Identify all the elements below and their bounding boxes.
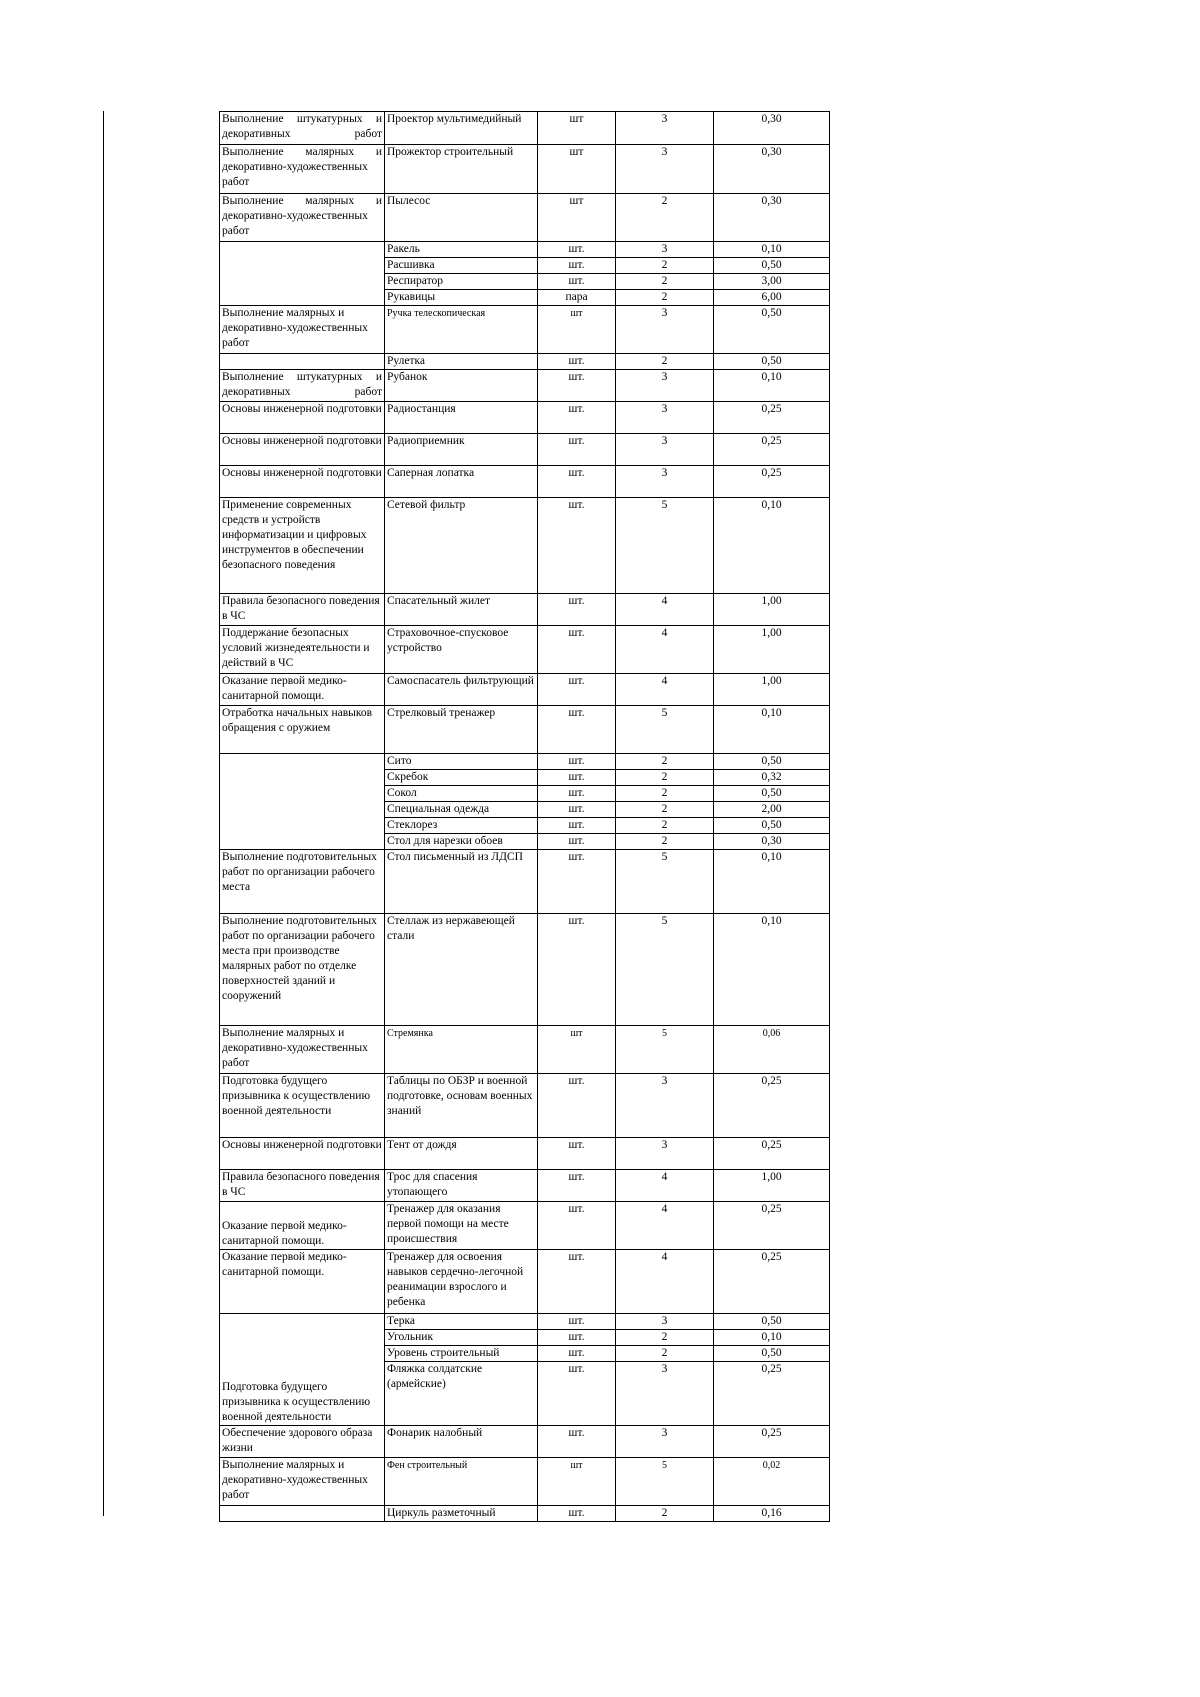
count-cell: 3 [616, 145, 714, 194]
norm-cell: 0,50 [714, 258, 830, 274]
section-cell: Правила безопасного поведения в ЧС [220, 594, 385, 626]
unit-cell: шт. [538, 802, 616, 818]
norm-cell: 0,30 [714, 145, 830, 194]
item-cell: Рулетка [385, 354, 538, 370]
count-cell: 2 [616, 274, 714, 290]
table-row [220, 706, 830, 754]
unit-cell: шт. [538, 498, 616, 594]
item-cell: Рукавицы [385, 290, 538, 306]
count-cell: 2 [616, 770, 714, 786]
item-cell: Стеклорез [385, 818, 538, 834]
norm-cell: 0,10 [714, 498, 830, 594]
count-cell: 2 [616, 194, 714, 242]
unit-cell: шт. [538, 770, 616, 786]
item-cell: Радиостанция [385, 402, 538, 434]
item-cell: Уровень строительный [385, 1346, 538, 1362]
section-cell: Выполнение штукатурных и декоративных работ [220, 112, 385, 145]
norm-cell: 0,32 [714, 770, 830, 786]
count-cell: 4 [616, 1250, 714, 1314]
count-cell: 3 [616, 1314, 714, 1330]
norm-cell: 2,00 [714, 802, 830, 818]
norm-cell: 0,25 [714, 402, 830, 434]
count-cell: 2 [616, 1506, 714, 1522]
item-cell: Радиоприемник [385, 434, 538, 466]
item-cell: Фонарик налобный [385, 1426, 538, 1458]
item-cell: Прожектор строительный [385, 145, 538, 194]
item-cell: Ракель [385, 242, 538, 258]
table-row [220, 242, 830, 258]
table-row [220, 194, 830, 242]
table-row [220, 1314, 830, 1330]
section-cell: Выполнение малярных и декоративно-художественных работ [220, 1026, 385, 1074]
count-cell: 3 [616, 402, 714, 434]
count-cell: 5 [616, 498, 714, 594]
count-cell: 4 [616, 594, 714, 626]
norm-cell: 0,02 [714, 1458, 830, 1506]
count-cell: 3 [616, 370, 714, 402]
table-row [220, 1074, 830, 1138]
norm-cell: 0,10 [714, 242, 830, 258]
table-row [220, 434, 830, 466]
section-cell [220, 1506, 385, 1522]
unit-cell: шт. [538, 626, 616, 674]
item-cell: Фен строительный [385, 1458, 538, 1506]
norm-cell: 0,50 [714, 1314, 830, 1330]
unit-cell: пара [538, 290, 616, 306]
section-cell: Основы инженерной подготовки [220, 402, 385, 434]
unit-cell: шт. [538, 818, 616, 834]
unit-cell: шт. [538, 594, 616, 626]
unit-cell: шт. [538, 706, 616, 754]
count-cell: 4 [616, 626, 714, 674]
section-cell: Выполнение штукатурных и декоративных работ [220, 370, 385, 402]
norm-cell: 0,50 [714, 818, 830, 834]
table-row [220, 1458, 830, 1506]
norm-cell: 0,30 [714, 112, 830, 145]
count-cell: 4 [616, 1170, 714, 1202]
norm-cell: 0,50 [714, 754, 830, 770]
table-row [220, 1250, 830, 1314]
unit-cell: шт. [538, 1506, 616, 1522]
count-cell: 2 [616, 354, 714, 370]
unit-cell: шт. [538, 1202, 616, 1250]
unit-cell: шт [538, 112, 616, 145]
count-cell: 3 [616, 1138, 714, 1170]
item-cell: Стол для нарезки обоев [385, 834, 538, 850]
count-cell: 3 [616, 1426, 714, 1458]
table-row [220, 674, 830, 706]
table-row [220, 754, 830, 770]
item-cell: Трос для спасения утопающего [385, 1170, 538, 1202]
norm-cell: 1,00 [714, 626, 830, 674]
unit-cell: шт. [538, 242, 616, 258]
page-margin-line [103, 111, 104, 1516]
table-row [220, 145, 830, 194]
count-cell: 2 [616, 834, 714, 850]
section-cell: Выполнение малярных и декоративно-художественных работ [220, 1458, 385, 1506]
unit-cell: шт. [538, 434, 616, 466]
item-cell: Спасательный жилет [385, 594, 538, 626]
section-cell: Поддержание безопасных условий жизнедеятельности и действий в ЧС [220, 626, 385, 674]
item-cell: Респиратор [385, 274, 538, 290]
item-cell: Сито [385, 754, 538, 770]
count-cell: 4 [616, 1202, 714, 1250]
unit-cell: шт. [538, 1426, 616, 1458]
section-cell: Отработка начальных навыков обращения с оружием [220, 706, 385, 754]
norm-cell: 0,10 [714, 706, 830, 754]
item-cell: Стеллаж из нержавеющей стали [385, 914, 538, 1026]
count-cell: 3 [616, 306, 714, 354]
item-cell: Страховочное-спусковое устройство [385, 626, 538, 674]
unit-cell: шт. [538, 354, 616, 370]
table-row [220, 498, 830, 594]
unit-cell: шт. [538, 1314, 616, 1330]
count-cell: 2 [616, 1346, 714, 1362]
section-cell: Правила безопасного поведения в ЧС [220, 1170, 385, 1202]
count-cell: 2 [616, 786, 714, 802]
table-row [220, 594, 830, 626]
count-cell: 2 [616, 258, 714, 274]
count-cell: 3 [616, 466, 714, 498]
section-cell: Подготовка будущего призывника к осуществлению военной деятельности [220, 1314, 385, 1426]
item-cell: Тренажер для оказания первой помощи на месте происшествия [385, 1202, 538, 1250]
section-cell: Оказание первой медико-санитарной помощи. [220, 1202, 385, 1250]
norm-cell: 3,00 [714, 274, 830, 290]
unit-cell: шт. [538, 786, 616, 802]
norm-cell: 0,25 [714, 1138, 830, 1170]
item-cell: Циркуль разметочный [385, 1506, 538, 1522]
item-cell: Тренажер для освоения навыков сердечно-легочной реанимации взрослого и ребенка [385, 1250, 538, 1314]
norm-cell: 0,10 [714, 914, 830, 1026]
unit-cell: шт. [538, 1138, 616, 1170]
unit-cell: шт. [538, 674, 616, 706]
norm-cell: 0,10 [714, 1330, 830, 1346]
section-cell: Выполнение малярных и декоративно-художественных работ [220, 145, 385, 194]
item-cell: Таблицы по ОБЗР и военной подготовке, основам военных знаний [385, 1074, 538, 1138]
item-cell: Стол письменный из ЛДСП [385, 850, 538, 914]
table-row [220, 370, 830, 402]
unit-cell: шт. [538, 1330, 616, 1346]
item-cell: Специальная одежда [385, 802, 538, 818]
norm-cell: 0,25 [714, 1202, 830, 1250]
unit-cell: шт. [538, 402, 616, 434]
unit-cell: шт. [538, 258, 616, 274]
unit-cell: шт [538, 1026, 616, 1074]
item-cell: Тент от дождя [385, 1138, 538, 1170]
norm-cell: 0,30 [714, 834, 830, 850]
unit-cell: шт. [538, 1362, 616, 1426]
count-cell: 2 [616, 754, 714, 770]
table-row [220, 626, 830, 674]
count-cell: 3 [616, 242, 714, 258]
item-cell: Расшивка [385, 258, 538, 274]
unit-cell: шт. [538, 274, 616, 290]
count-cell: 5 [616, 1458, 714, 1506]
norm-cell: 0,06 [714, 1026, 830, 1074]
norm-cell: 0,25 [714, 466, 830, 498]
unit-cell: шт. [538, 914, 616, 1026]
item-cell: Стрелковый тренажер [385, 706, 538, 754]
table-row [220, 402, 830, 434]
count-cell: 3 [616, 434, 714, 466]
section-cell: Оказание первой медико-санитарной помощи. [220, 1250, 385, 1314]
item-cell: Терка [385, 1314, 538, 1330]
section-cell: Подготовка будущего призывника к осуществлению военной деятельности [220, 1074, 385, 1138]
section-cell: Выполнение подготовительных работ по организации рабочего места при производстве малярных работ по отделке поверхностей зданий и сооружений [220, 914, 385, 1026]
item-cell: Проектор мультимедийный [385, 112, 538, 145]
norm-cell: 0,25 [714, 434, 830, 466]
unit-cell: шт. [538, 370, 616, 402]
count-cell: 4 [616, 674, 714, 706]
count-cell: 2 [616, 802, 714, 818]
norm-cell: 0,16 [714, 1506, 830, 1522]
count-cell: 5 [616, 706, 714, 754]
table-row [220, 1170, 830, 1202]
table-row [220, 354, 830, 370]
unit-cell: шт [538, 194, 616, 242]
table-row [220, 1426, 830, 1458]
item-cell: Самоспасатель фильтрующий [385, 674, 538, 706]
norm-cell: 0,50 [714, 786, 830, 802]
unit-cell: шт. [538, 1170, 616, 1202]
norm-cell: 6,00 [714, 290, 830, 306]
section-cell: Выполнение малярных и декоративно-художественных работ [220, 194, 385, 242]
table-row [220, 306, 830, 354]
item-cell: Рубанок [385, 370, 538, 402]
norm-cell: 1,00 [714, 1170, 830, 1202]
count-cell: 2 [616, 818, 714, 834]
table-row [220, 112, 830, 145]
item-cell: Пылесос [385, 194, 538, 242]
section-cell [220, 354, 385, 370]
section-cell: Основы инженерной подготовки [220, 434, 385, 466]
norm-cell: 0,30 [714, 194, 830, 242]
section-cell: Обеспечение здорового образа жизни [220, 1426, 385, 1458]
unit-cell: шт [538, 145, 616, 194]
unit-cell: шт [538, 1458, 616, 1506]
norm-cell: 1,00 [714, 674, 830, 706]
item-cell: Ручка телескопическая [385, 306, 538, 354]
table-row [220, 1202, 830, 1250]
table-row [220, 1138, 830, 1170]
section-cell: Основы инженерной подготовки [220, 1138, 385, 1170]
unit-cell: шт. [538, 466, 616, 498]
table-row [220, 914, 830, 1026]
count-cell: 3 [616, 1074, 714, 1138]
item-cell: Сокол [385, 786, 538, 802]
table-row [220, 1506, 830, 1522]
unit-cell: шт. [538, 1074, 616, 1138]
item-cell: Стремянка [385, 1026, 538, 1074]
count-cell: 5 [616, 1026, 714, 1074]
norm-cell: 0,25 [714, 1074, 830, 1138]
section-cell: Выполнение малярных и декоративно-художественных работ [220, 306, 385, 354]
count-cell: 2 [616, 290, 714, 306]
equipment-table-body [220, 112, 830, 1522]
count-cell: 5 [616, 850, 714, 914]
unit-cell: шт. [538, 850, 616, 914]
table-row [220, 466, 830, 498]
section-cell [220, 754, 385, 850]
count-cell: 5 [616, 914, 714, 1026]
section-cell: Основы инженерной подготовки [220, 466, 385, 498]
item-cell: Фляжка солдатские (армейские) [385, 1362, 538, 1426]
count-cell: 3 [616, 1362, 714, 1426]
norm-cell: 0,25 [714, 1362, 830, 1426]
table-row [220, 1026, 830, 1074]
item-cell: Угольник [385, 1330, 538, 1346]
count-cell: 3 [616, 112, 714, 145]
norm-cell: 1,00 [714, 594, 830, 626]
section-cell [220, 242, 385, 306]
norm-cell: 0,25 [714, 1250, 830, 1314]
section-cell: Применение современных средств и устройств информатизации и цифровых инструментов в обеспечении безопасного поведения [220, 498, 385, 594]
unit-cell: шт. [538, 834, 616, 850]
item-cell: Сетевой фильтр [385, 498, 538, 594]
unit-cell: шт. [538, 754, 616, 770]
unit-cell: шт [538, 306, 616, 354]
section-cell: Выполнение подготовительных работ по организации рабочего места [220, 850, 385, 914]
item-cell: Саперная лопатка [385, 466, 538, 498]
norm-cell: 0,10 [714, 850, 830, 914]
unit-cell: шт. [538, 1346, 616, 1362]
unit-cell: шт. [538, 1250, 616, 1314]
norm-cell: 0,50 [714, 1346, 830, 1362]
item-cell: Скребок [385, 770, 538, 786]
norm-cell: 0,50 [714, 354, 830, 370]
norm-cell: 0,50 [714, 306, 830, 354]
equipment-table [219, 111, 830, 1522]
count-cell: 2 [616, 1330, 714, 1346]
section-cell: Оказание первой медико-санитарной помощи. [220, 674, 385, 706]
norm-cell: 0,25 [714, 1426, 830, 1458]
norm-cell: 0,10 [714, 370, 830, 402]
table-row [220, 850, 830, 914]
